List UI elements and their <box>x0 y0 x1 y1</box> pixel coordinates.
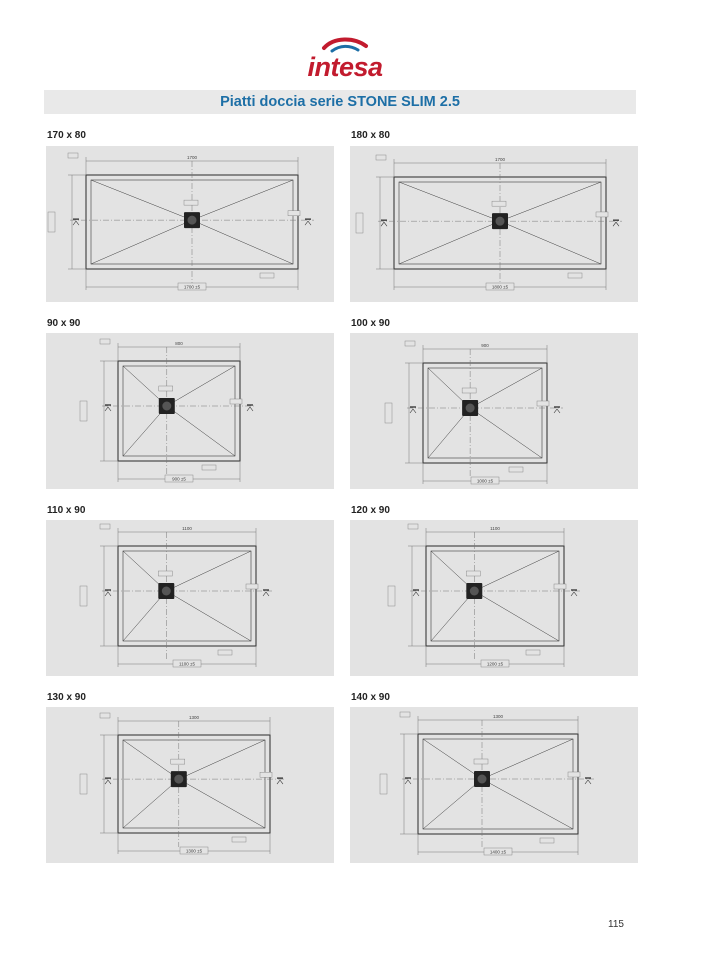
callout-box <box>288 211 300 216</box>
drawing-panel <box>350 333 638 489</box>
slope-line <box>474 591 559 641</box>
width-dimension-label: 1700 <box>186 155 198 160</box>
callout-box <box>158 571 172 576</box>
page-title: Piatti doccia serie STONE SLIM 2.5 <box>220 94 460 110</box>
callout-box <box>159 386 173 391</box>
slope-line <box>500 182 601 221</box>
drawing-label: 170 x 80 <box>47 130 86 141</box>
callout-box <box>400 712 410 717</box>
callout-box <box>568 273 582 278</box>
technical-drawing <box>350 333 638 489</box>
width-dimension-label: 1100 <box>490 526 500 531</box>
callout-box <box>232 837 246 842</box>
drain-grate <box>478 775 487 784</box>
section-marker-icon <box>305 221 311 225</box>
drawing-panel <box>350 707 638 863</box>
callout-box <box>537 401 549 406</box>
callout-box <box>474 759 488 764</box>
callout-box <box>68 153 78 158</box>
slope-line <box>423 779 482 829</box>
section-marker-icon <box>405 780 411 784</box>
total-dimension-label: 1400 ±5 <box>489 849 507 855</box>
tray-outline <box>426 546 564 646</box>
total-dimension-label: 1200 ±5 <box>486 661 504 667</box>
drawing-panel <box>350 146 638 302</box>
tray-inner-outline <box>428 368 542 458</box>
height-dimension-box <box>48 212 55 232</box>
section-marker-icon <box>105 592 111 596</box>
slope-line <box>192 220 293 264</box>
drawing-panel <box>46 707 334 863</box>
slope-line <box>123 779 179 828</box>
total-dimension-label: 1700 ±5 <box>183 284 201 290</box>
brand-logo <box>300 36 390 80</box>
slope-line <box>166 591 251 641</box>
callout-box <box>526 650 540 655</box>
technical-drawing <box>350 707 638 863</box>
callout-box <box>260 273 274 278</box>
slope-line <box>399 182 500 221</box>
section-marker-icon <box>247 407 253 411</box>
width-dimension-label: 1300 <box>492 714 504 719</box>
height-dimension-box <box>380 774 387 794</box>
width-dimension-label: 1100 <box>182 526 192 531</box>
section-marker-icon <box>381 222 387 226</box>
technical-drawing <box>350 146 638 302</box>
tray-outline <box>118 546 256 646</box>
tray-inner-outline <box>123 740 265 828</box>
section-marker-icon <box>263 592 269 596</box>
drain-grate <box>496 217 505 226</box>
total-dimension-label: 1300 ±5 <box>185 848 203 854</box>
drawing-label: 110 x 90 <box>47 505 86 516</box>
callout-box <box>492 201 506 206</box>
tray-inner-outline <box>123 366 235 456</box>
tray-inner-outline <box>431 551 559 641</box>
slope-line <box>500 221 601 264</box>
slope-line <box>179 740 265 779</box>
section-marker-icon <box>73 221 79 225</box>
total-dimension-label: 1100 ±5 <box>179 661 195 667</box>
callout-box <box>230 399 242 404</box>
drain-grate <box>466 404 475 413</box>
section-marker-icon <box>571 592 577 596</box>
slope-line <box>91 180 192 220</box>
drain-grate <box>162 402 171 411</box>
slope-line <box>123 740 179 779</box>
callout-box <box>218 650 232 655</box>
drain-grate <box>162 587 171 596</box>
width-dimension-label: 800 <box>175 341 183 346</box>
section-marker-icon <box>413 592 419 596</box>
callout-box <box>466 571 480 576</box>
callout-box <box>405 341 415 346</box>
total-dimension-label: 1000 ±5 <box>476 478 494 484</box>
callout-box <box>260 772 272 777</box>
height-dimension-box <box>80 401 87 421</box>
section-marker-icon <box>585 780 591 784</box>
callout-box <box>246 584 258 589</box>
callout-box <box>462 388 476 393</box>
slope-line <box>482 739 573 779</box>
callout-box <box>100 339 110 344</box>
width-dimension-label: 1300 <box>188 715 200 720</box>
slope-line <box>167 406 235 456</box>
height-dimension-box <box>385 403 392 423</box>
section-marker-icon <box>277 780 283 784</box>
callout-box <box>596 212 608 217</box>
slope-line <box>470 368 542 408</box>
tray-inner-outline <box>123 551 251 641</box>
height-dimension-box <box>388 586 395 606</box>
total-dimension-label: 900 ±5 <box>172 476 186 482</box>
drawing-label: 130 x 90 <box>47 692 86 703</box>
slope-line <box>399 221 500 264</box>
height-dimension-box <box>356 213 363 233</box>
slope-line <box>91 220 192 264</box>
callout-box <box>376 155 386 160</box>
drawing-label: 120 x 90 <box>351 505 390 516</box>
slope-line <box>167 366 235 406</box>
drawing-label: 100 x 90 <box>351 318 390 329</box>
callout-box <box>554 584 566 589</box>
drawing-panel <box>46 333 334 489</box>
technical-drawing <box>46 146 334 302</box>
callout-box <box>540 838 554 843</box>
slope-line <box>166 551 251 591</box>
slope-line <box>423 739 482 779</box>
drawing-panel <box>46 146 334 302</box>
drawing-label: 90 x 90 <box>47 318 81 329</box>
technical-drawing <box>350 520 638 676</box>
width-dimension-label: 1700 <box>494 157 506 162</box>
section-marker-icon <box>410 409 416 413</box>
tray-outline <box>418 734 578 834</box>
slope-line <box>192 180 293 220</box>
drawing-label: 140 x 90 <box>351 692 390 703</box>
callout-box <box>568 772 580 777</box>
slope-line <box>482 779 573 829</box>
slope-line <box>179 779 265 828</box>
tray-inner-outline <box>423 739 573 829</box>
technical-drawing <box>46 520 334 676</box>
height-dimension-box <box>80 586 87 606</box>
slope-line <box>470 408 542 458</box>
callout-box <box>100 713 110 718</box>
callout-box <box>100 524 110 529</box>
total-dimension-label: 1800 ±5 <box>491 284 509 290</box>
width-dimension-label: 900 <box>481 343 489 348</box>
callout-box <box>509 467 523 472</box>
drain-grate <box>188 216 197 225</box>
drain-grate <box>470 587 479 596</box>
callout-box <box>184 200 198 205</box>
callout-box <box>171 759 185 764</box>
section-marker-icon <box>554 409 560 413</box>
brand-name: intesa <box>307 52 383 82</box>
section-marker-icon <box>105 407 111 411</box>
drawing-panel <box>350 520 638 676</box>
tray-outline <box>423 363 547 463</box>
technical-drawing <box>46 707 334 863</box>
section-marker-icon <box>613 222 619 226</box>
slope-line <box>474 551 559 591</box>
callout-box <box>408 524 418 529</box>
page-number: 115 <box>608 919 624 930</box>
section-marker-icon <box>105 780 111 784</box>
technical-drawing <box>46 333 334 489</box>
height-dimension-box <box>80 774 87 794</box>
drain-grate <box>174 775 183 784</box>
callout-box <box>202 465 216 470</box>
tray-outline <box>118 735 270 833</box>
page-title-bar <box>44 90 636 114</box>
drawing-label: 180 x 80 <box>351 130 390 141</box>
drawing-panel <box>46 520 334 676</box>
